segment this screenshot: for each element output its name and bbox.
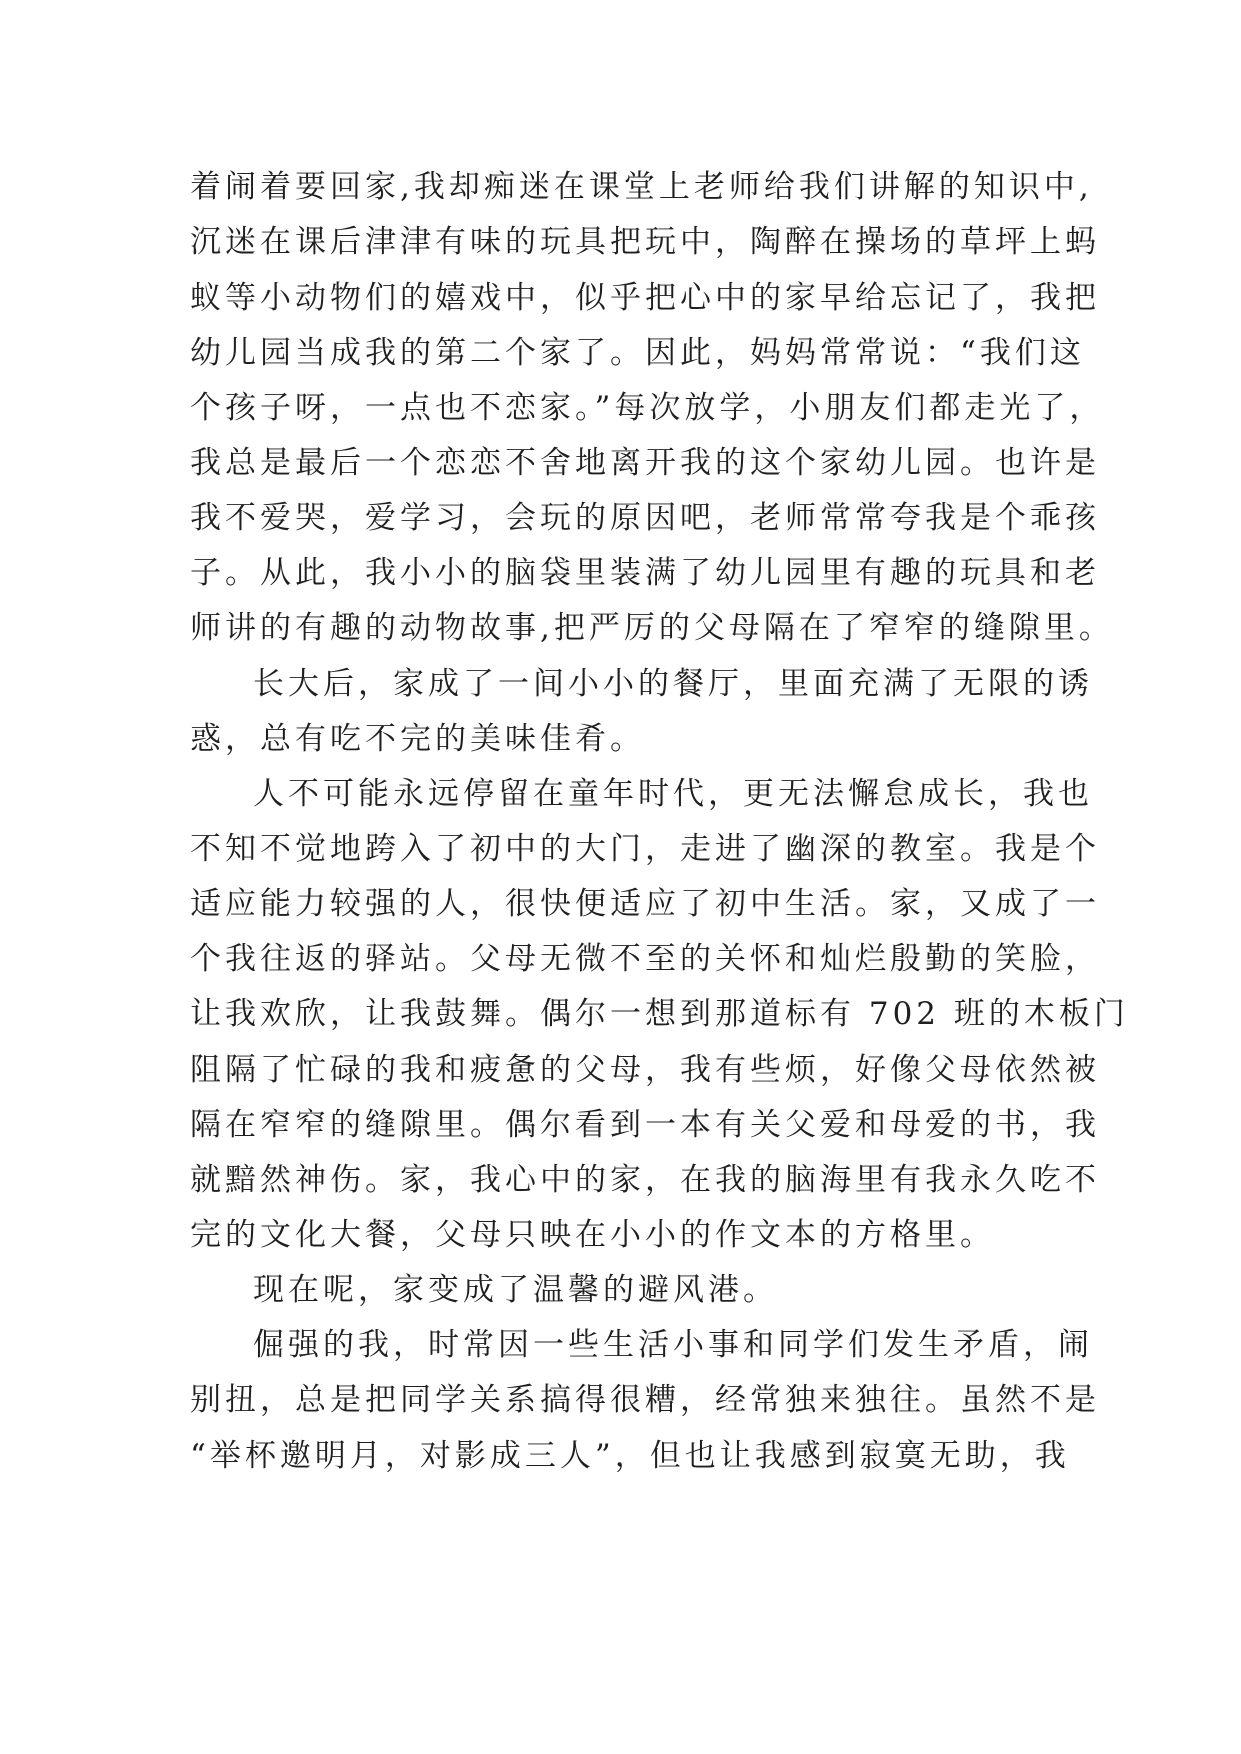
text-line: 隔在窄窄的缝隙里。偶尔看到一本有关父爱和母爱的书，我: [190, 1107, 1100, 1143]
text-line: “举杯邀明月，对影成三人”，但也让我感到寂寞无助，我: [190, 1438, 1070, 1474]
text-line: 就黯然神伤。家，我心中的家，在我的脑海里有我永久吃不: [190, 1162, 1100, 1198]
text-line: 沉迷在课后津津有味的玩具把玩中，陶醉在操场的草坪上蚂: [190, 224, 1100, 260]
text-line: 蚁等小动物们的嬉戏中，似乎把心中的家早给忘记了，我把: [190, 280, 1100, 316]
text-line: 让我欢欣，让我鼓舞。偶尔一想到那道标有 702 班的木板门: [190, 996, 1129, 1032]
text-line: 别扭，总是把同学关系搞得很糟，经常独来独往。虽然不是: [190, 1382, 1100, 1418]
text-line: 我不爱哭，爱学习，会玩的原因吧，老师常常夸我是个乖孩: [190, 500, 1100, 536]
text-line: 我总是最后一个恋恋不舍地离开我的这个家幼儿园。也许是: [190, 445, 1100, 481]
text-line: 倔强的我，时常因一些生活小事和同学们发生矛盾，闹: [253, 1327, 1093, 1363]
text-line: 着闹着要回家,我却痴迷在课堂上老师给我们讲解的知识中,: [190, 169, 1093, 205]
text-line: 师讲的有趣的动物故事,把严厉的父母隔在了窄窄的缝隙里。: [190, 610, 1114, 646]
text-line: 子。从此，我小小的脑袋里装满了幼儿园里有趣的玩具和老: [190, 555, 1100, 591]
text-line: 个我往返的驿站。父母无微不至的关怀和灿烂殷勤的笑脸，: [190, 941, 1100, 977]
text-line: 人不可能永远停留在童年时代，更无法懈怠成长，我也: [253, 776, 1093, 812]
text-line: 个孩子呀，一点也不恋家。”每次放学，小朋友们都走光了，: [190, 390, 1105, 426]
text-line: 完的文化大餐，父母只映在小小的作文本的方格里。: [190, 1217, 995, 1253]
text-line: 幼儿园当成我的第二个家了。因此，妈妈常常说：“我们这: [190, 335, 1085, 371]
text-line: 阻隔了忙碌的我和疲惫的父母，我有些烦，好像父母依然被: [190, 1052, 1100, 1088]
text-line: 惑，总有吃不完的美味佳肴。: [190, 721, 645, 757]
text-line: 现在呢，家变成了温馨的避风港。: [253, 1272, 778, 1308]
text-line: 适应能力较强的人，很快便适应了初中生活。家，又成了一: [190, 886, 1100, 922]
text-line: 不知不觉地跨入了初中的大门，走进了幽深的教室。我是个: [190, 831, 1100, 867]
text-line: 长大后，家成了一间小小的餐厅，里面充满了无限的诱: [253, 666, 1093, 702]
